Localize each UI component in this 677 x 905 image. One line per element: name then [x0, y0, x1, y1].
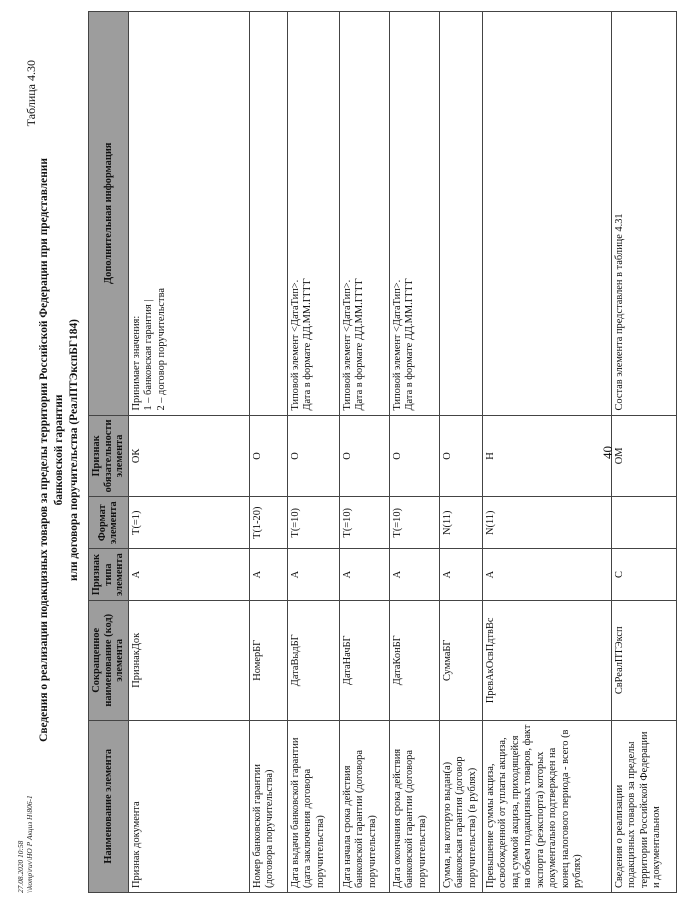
element-code: ПризнакДок [128, 601, 249, 721]
element-required: О [339, 415, 389, 497]
title-line-2: или договора поручительства (РеалПТЭкспБГ184) [68, 319, 80, 581]
info-line: Типовой элемент <ДатаТип>. [391, 279, 403, 411]
element-type: А [287, 549, 339, 601]
header-cell: Сокращенное наименование (код) элемента [89, 601, 129, 721]
elements-table [88, 11, 677, 893]
info-line: Типовой элемент <ДатаТип>. [341, 279, 353, 411]
element-code: ПревАкОсвПдтвВс [482, 601, 611, 721]
element-format: Т(=10) [339, 497, 389, 549]
element-format: Т(1-20) [249, 497, 287, 549]
stamp-line-2: \\komp\ruv\НО Р Акциз Н\806-1 [24, 795, 34, 893]
element-name: Превышение суммы акциза, освобожденной от уплаты акциза, над суммой акциза, приходящейся на объем подакцизных товаров, факт экспорта (реэкспорта) которых документально подтвержден на конец налогового периода - всего (в рублях) [482, 720, 611, 892]
element-info [389, 12, 439, 416]
element-required: О [439, 415, 482, 497]
header-cell: Наименование элемента [89, 720, 129, 892]
element-info [249, 12, 287, 416]
header-cell: Формат элемента [89, 497, 129, 549]
element-type: А [339, 549, 389, 601]
element-name: Признак документа [128, 720, 249, 892]
element-type: А [389, 549, 439, 601]
info-line: Дата в формате ДД.ММ.ГГГГ [404, 278, 415, 411]
element-code: СвРеалПТЭксп [611, 601, 676, 721]
element-format [611, 497, 676, 549]
element-required: ОК [128, 415, 249, 497]
table-header-row [89, 12, 129, 893]
info-line: 1 – банковская гарантия | [143, 299, 154, 411]
table-row [389, 12, 439, 893]
table-label: Таблица 4.30 [24, 60, 38, 127]
element-name: Номер банковской гарантии (договора поручительства) [249, 720, 287, 892]
element-info [128, 12, 249, 416]
element-name: Сведения о реализации подакцизных товаров за пределы территории Российской Федерации и документальном [611, 720, 676, 892]
element-code: ДатаКонБГ [389, 601, 439, 721]
element-type: А [439, 549, 482, 601]
element-code: НомерБГ [249, 601, 287, 721]
element-code: ДатаНачБГ [339, 601, 389, 721]
element-info [339, 12, 389, 416]
page-number: 40 [600, 446, 615, 459]
stamp-line-1: 27.08.2020 10:58 [16, 840, 25, 893]
element-name: Дата окончания срока действия банковской гарантии (договора поручительства) [389, 720, 439, 892]
info-line: Принимает значения: [130, 315, 142, 411]
element-name: Дата начала срока действия банковской гарантии (договора поручительства) [339, 720, 389, 892]
element-info [287, 12, 339, 416]
element-required: ОМ [611, 415, 676, 497]
element-required: О [389, 415, 439, 497]
element-info [439, 12, 482, 416]
element-format: N(11) [439, 497, 482, 549]
header-cell: Дополнительная информация [89, 12, 129, 416]
element-type: А [482, 549, 611, 601]
element-format: N(11) [482, 497, 611, 549]
element-info [482, 12, 611, 416]
element-info [611, 12, 676, 416]
info-line: Состав элемента представлен в таблице 4.31 [613, 213, 625, 411]
info-line: Типовой элемент <ДатаТип>. [289, 279, 301, 411]
element-name: Сумма, на которую выдан(а) банковская гарантия (договор поручительства) (в рублях) [439, 720, 482, 892]
table-row [249, 12, 287, 893]
header-cell: Признак обязательности элемента [89, 415, 129, 497]
element-type: С [611, 549, 676, 601]
element-code: ДатаВыдБГ [287, 601, 339, 721]
file-stamp [17, 795, 34, 893]
header-cell: Признак типа элемента [89, 549, 129, 601]
element-required: О [249, 415, 287, 497]
table-row [482, 12, 611, 893]
element-format: Т(=10) [389, 497, 439, 549]
element-type: А [249, 549, 287, 601]
info-line: 2 – договор поручительства [155, 288, 167, 411]
table-row [128, 12, 249, 893]
info-line: Дата в формате ДД.ММ.ГГГГ [354, 278, 365, 411]
element-name: Дата выдачи банковской гарантии (дата заключения договора поручительства) [287, 720, 339, 892]
info-line: Дата в формате ДД.ММ.ГГГГ [302, 278, 313, 411]
document-title [37, 135, 82, 765]
element-required: О [287, 415, 339, 497]
table-row [287, 12, 339, 893]
element-required: Н [482, 415, 611, 497]
table-row [439, 12, 482, 893]
element-format: Т(=10) [287, 497, 339, 549]
table-row [611, 12, 676, 893]
title-line-1: Сведения о реализации подакцизных товаров за пределы территории Российской Федерации при представлении банковской гарантии [38, 158, 65, 742]
element-code: СуммаБГ [439, 601, 482, 721]
element-format: Т(=1) [128, 497, 249, 549]
table-row [339, 12, 389, 893]
element-type: А [128, 549, 249, 601]
